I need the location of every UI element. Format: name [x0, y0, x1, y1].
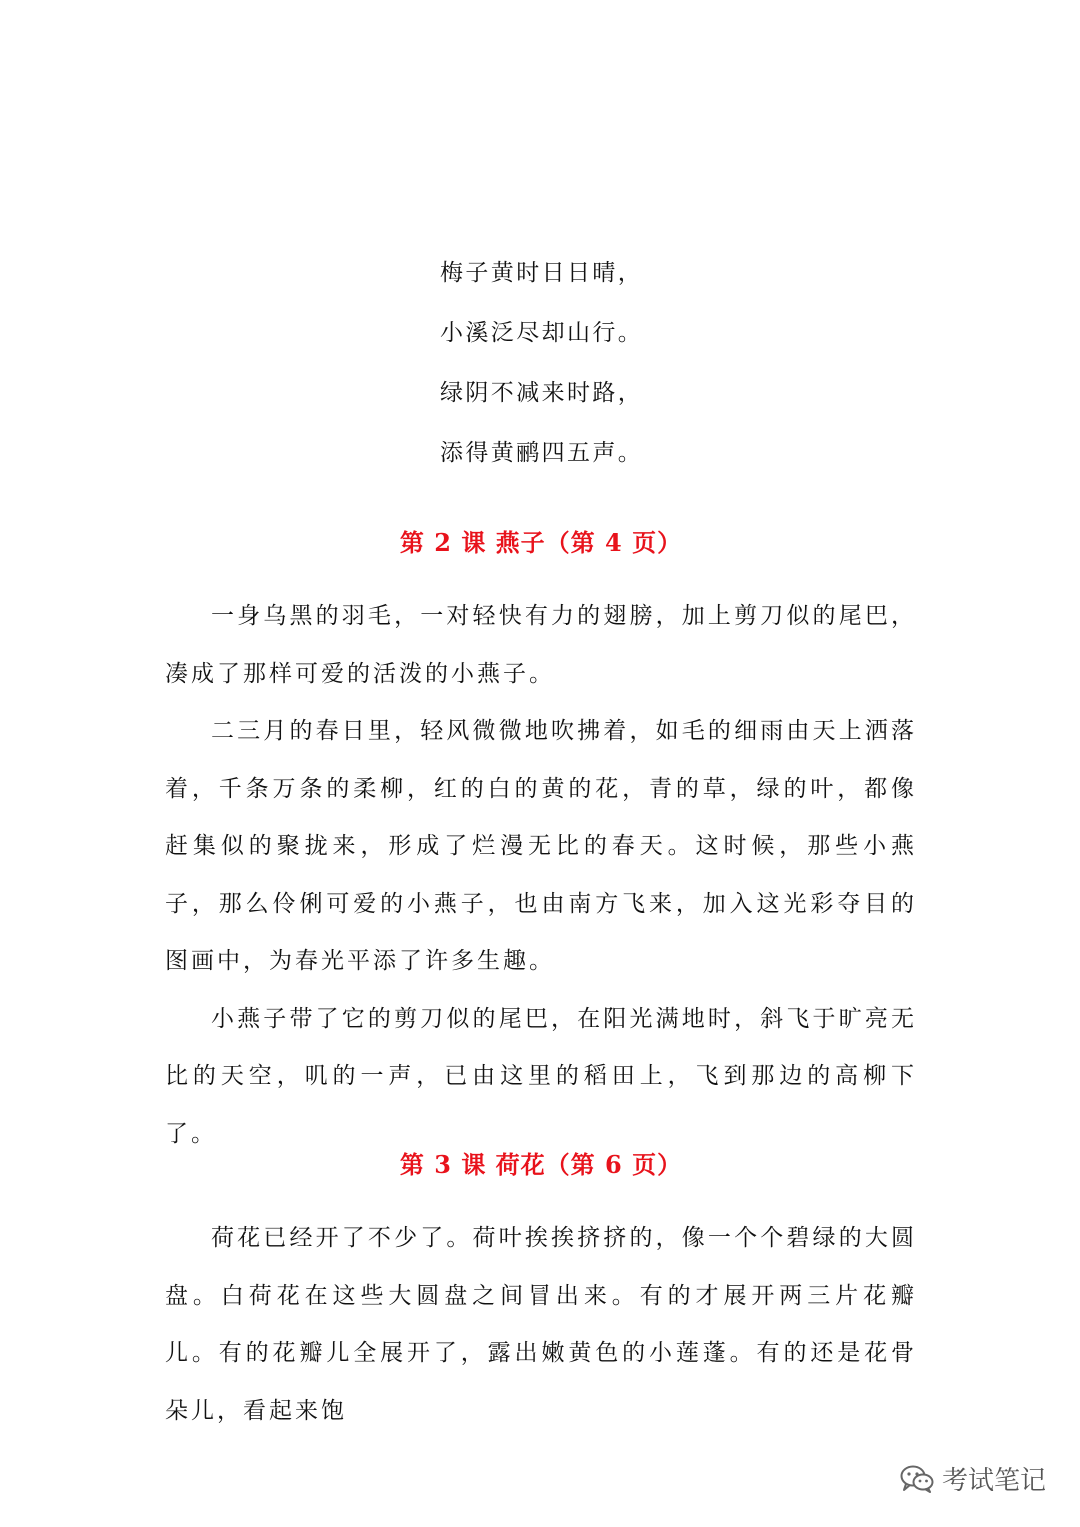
lesson-2-paragraph-2: 二三月的春日里，轻风微微地吹拂着，如毛的细雨由天上洒落着，千条万条的柔柳，红的白的黄的花，青的草，绿的叶，都像赶集似的聚拢来，形成了烂漫无比的春天。这时候，那些小燕子，那么伶俐可爱的小燕子，也由南方飞来，加入这光彩夺目的图画中，为春光平添了许多生趣。 — [165, 718, 917, 974]
poem-line: 小溪泛尽却山行。 — [440, 320, 644, 346]
lesson-2-paragraph-3: 小燕子带了它的剪刀似的尾巴，在阳光满地时，斜飞于旷亮无比的天空，叽的一声，已由这里的稻田上，飞到那边的高柳下了。 — [165, 1005, 917, 1147]
lesson-3-section — [165, 1150, 917, 1440]
wechat-icon — [900, 1465, 934, 1493]
poem-line: 梅子黄时日日晴， — [440, 260, 644, 286]
poem-line: 绿阴不减来时路， — [440, 380, 644, 406]
lesson-3-paragraph-1: 荷花已经开了不少了。荷叶挨挨挤挤的，像一个个碧绿的大圆盘。白荷花在这些大圆盘之间冒出来。有的才展开两三片花瓣儿。有的花瓣儿全展开了，露出嫩黄色的小莲蓬。有的还是花骨朵儿，看起来饱 — [165, 1225, 917, 1424]
watermark-text: 考试笔记 — [941, 1466, 1046, 1496]
lesson-2-title: 第 2 课 燕子（第 4 页） — [399, 528, 683, 557]
poem-block — [440, 243, 840, 483]
lesson-2-paragraph-1: 一身乌黑的羽毛，一对轻快有力的翅膀，加上剪刀似的尾巴，凑成了那样可爱的活泼的小燕子。 — [165, 603, 917, 687]
lesson-2-section — [165, 528, 917, 1163]
lesson-3-title: 第 3 课 荷花（第 6 页） — [399, 1150, 683, 1179]
poem-line: 添得黄鹂四五声。 — [440, 440, 644, 466]
watermark — [900, 1460, 1046, 1497]
